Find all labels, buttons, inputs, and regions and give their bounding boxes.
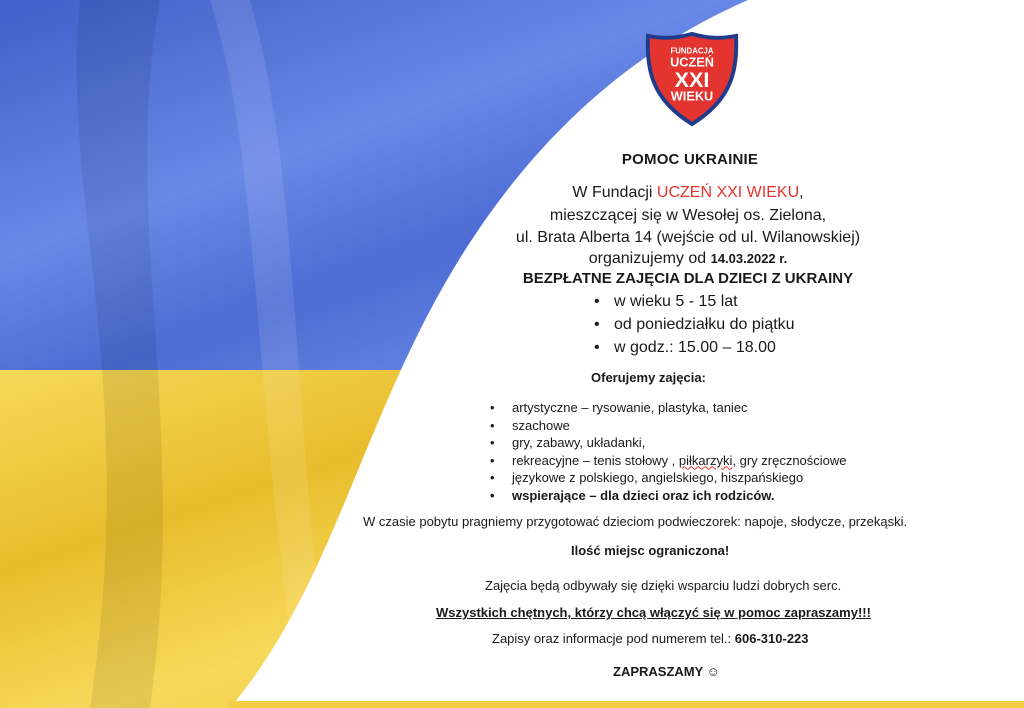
intro-prefix: W Fundacji — [572, 184, 657, 201]
logo-line2: UCZEŃ — [670, 54, 714, 70]
activity-item: • szachowe — [488, 417, 847, 435]
detail-age: • w wieku 5 - 15 lat — [592, 290, 795, 313]
details-list — [592, 290, 795, 359]
logo-line4: WIEKU — [670, 88, 714, 104]
support-note: Zajęcia będą odbywały się dzięki wsparciu ludzi dobrych serc. — [485, 578, 842, 593]
activities-list — [488, 399, 847, 504]
foundation-logo — [643, 30, 741, 128]
activity-text: rekreacyjne – tenis stołowy , — [512, 452, 679, 468]
invite-text: Wszystkich chętnych, którzy chcą włączyć się w pomoc zapraszamy!!! — [436, 605, 871, 620]
intro-line-4 — [589, 249, 787, 269]
intro-comma: , — [799, 184, 804, 201]
offer-title: Oferujemy zajęcia: — [591, 370, 706, 385]
contact-prefix: Zapisy oraz informacje pod numerem tel.: — [492, 631, 735, 646]
contact-line — [492, 631, 809, 646]
phone-number: 606-310-223 — [734, 631, 809, 646]
start-date: 14.03.2022 r. — [710, 251, 788, 266]
activity-item-support: • wspierające – dla dzieci oraz ich rodziców. — [488, 487, 847, 505]
logo-line1: FUNDACJA — [670, 46, 714, 56]
intro-line-3: ul. Brata Alberta 14 (wejście od ul. Wilanowskiej) — [515, 229, 861, 246]
logo-line3: XXI — [674, 66, 710, 92]
activity-item: • artystyczne – rysowanie, plastyka, taniec — [488, 399, 847, 417]
intro-organize: organizujemy od — [588, 250, 711, 267]
page-title: POMOC UKRAINIE — [621, 151, 759, 168]
foundation-name: UCZEŃ XXI WIEKU — [656, 184, 800, 201]
activity-text: , gry zręcznościowe — [732, 452, 847, 468]
snack-note: W czasie pobytu pragniemy przygotować dzieciom podwieczorek: napoje, słodycze, przekąski. — [363, 514, 908, 529]
activity-item-recreational — [488, 452, 847, 470]
detail-days: • od poniedziałku do piątku — [592, 313, 795, 336]
limited-places: Ilość miejsc ograniczona! — [571, 543, 730, 558]
closing-text: ZAPRASZAMY ☺ — [613, 664, 720, 679]
detail-hours: • w godz.: 15.00 – 18.00 — [592, 336, 795, 359]
activity-item: • gry, zabawy, układanki, — [488, 434, 847, 452]
spellcheck-word: piłkarzyki — [678, 452, 733, 468]
headline: BEZPŁATNE ZAJĘCIA DLA DZIECI Z UKRAINY — [522, 270, 854, 287]
activity-item: • językowe z polskiego, angielskiego, hiszpańskiego — [488, 469, 847, 487]
intro-line-1 — [572, 183, 803, 203]
intro-line-2: mieszczącej się w Wesołej os. Zielona, — [549, 207, 827, 224]
